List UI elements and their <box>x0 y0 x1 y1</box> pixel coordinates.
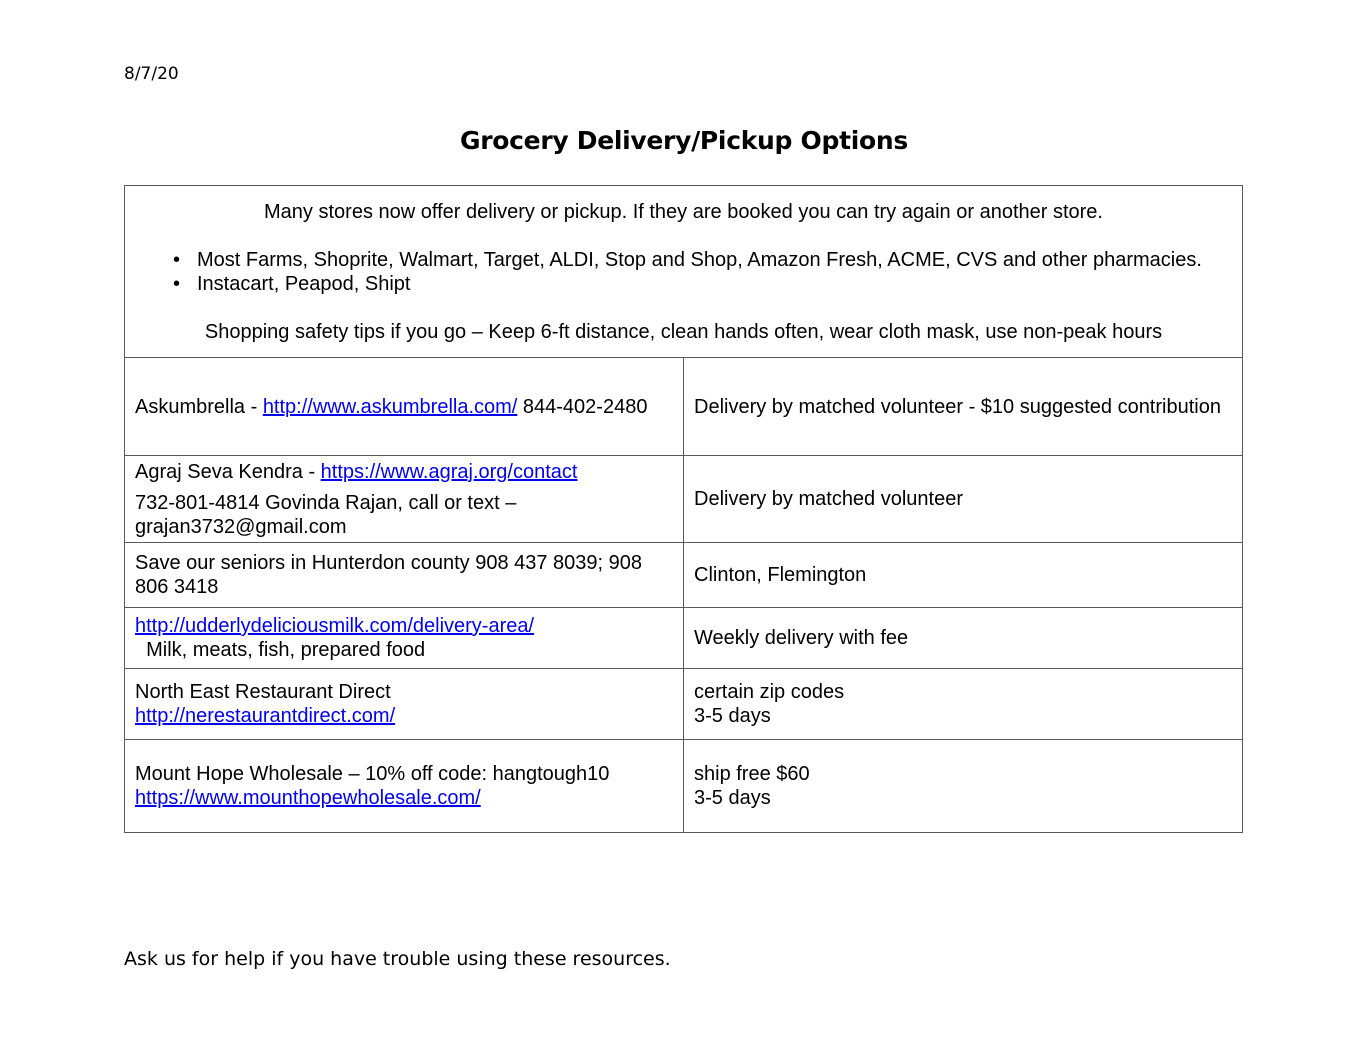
list-item-text: Most Farms, Shoprite, Walmart, Target, ALDI, Stop and Shop, Amazon Fresh, ACME, CVS and other pharmacies. <box>197 248 1202 271</box>
resource-name: Mount Hope Wholesale – 10% off code: hangtough10 <box>135 763 610 785</box>
list-item-text: Instacart, Peapod, Shipt <box>197 272 411 295</box>
resource-note <box>684 669 1243 740</box>
safety-tips: Shopping safety tips if you go – Keep 6-ft distance, clean hands often, wear cloth mask, use non-peak hours <box>204 320 1163 343</box>
store-list <box>135 248 1232 296</box>
agraj-link[interactable]: https://www.agraj.org/contact <box>320 460 578 483</box>
resource-name: North East Restaurant Direct <box>135 681 391 703</box>
page-title: Grocery Delivery/Pickup Options <box>460 126 908 155</box>
table-row <box>125 608 1243 669</box>
table-row <box>125 543 1243 608</box>
table-row <box>125 669 1243 740</box>
document-date: 8/7/20 <box>124 64 179 84</box>
resource-cell <box>125 669 684 740</box>
resource-cell <box>125 358 684 456</box>
resource-contact: 732-801-4814 Govinda Rajan, call or text – grajan3732@gmail.com <box>135 491 517 538</box>
nerestaurant-link[interactable]: http://nerestaurantdirect.com/ <box>135 705 396 727</box>
askumbrella-link[interactable]: http://www.askumbrella.com/ <box>262 395 518 418</box>
resource-cell <box>125 456 684 543</box>
resource-description: Milk, meats, fish, prepared food <box>135 639 426 661</box>
udderly-link[interactable]: http://udderlydeliciousmilk.com/delivery-area/ <box>135 615 535 637</box>
resource-phone: 844-402-2480 <box>517 395 648 418</box>
footer-note: Ask us for help if you have trouble using these resources. <box>124 948 671 970</box>
resources-table <box>124 185 1243 833</box>
mounthope-link[interactable]: https://www.mounthopewholesale.com/ <box>135 787 481 809</box>
resource-cell <box>125 740 684 833</box>
resource-note: Delivery by matched volunteer <box>684 456 1243 543</box>
note-line: 3-5 days <box>694 787 771 809</box>
intro-cell <box>125 186 1243 358</box>
intro-row <box>125 186 1243 358</box>
table-row <box>125 740 1243 833</box>
table-row <box>125 456 1243 543</box>
resource-note: Delivery by matched volunteer - $10 suggested contribution <box>684 358 1243 456</box>
resource-note: Clinton, Flemington <box>684 543 1243 608</box>
resource-cell <box>125 608 684 669</box>
note-line: ship free $60 <box>694 763 810 785</box>
resource-note: Weekly delivery with fee <box>684 608 1243 669</box>
resource-cell: Save our seniors in Hunterdon county 908 437 8039; 908 806 3418 <box>125 543 684 608</box>
intro-line: Many stores now offer delivery or pickup. If they are booked you can try again or another store. <box>264 200 1103 223</box>
list-item <box>135 248 1232 272</box>
note-line: 3-5 days <box>694 705 771 727</box>
list-item <box>135 272 1232 296</box>
bullet-icon: • <box>173 248 181 271</box>
resource-note <box>684 740 1243 833</box>
note-line: certain zip codes <box>694 681 845 703</box>
resource-name: Agraj Seva Kendra - <box>135 460 321 483</box>
table-row <box>125 358 1243 456</box>
resource-name: Askumbrella - <box>135 395 263 418</box>
bullet-icon: • <box>173 272 181 295</box>
